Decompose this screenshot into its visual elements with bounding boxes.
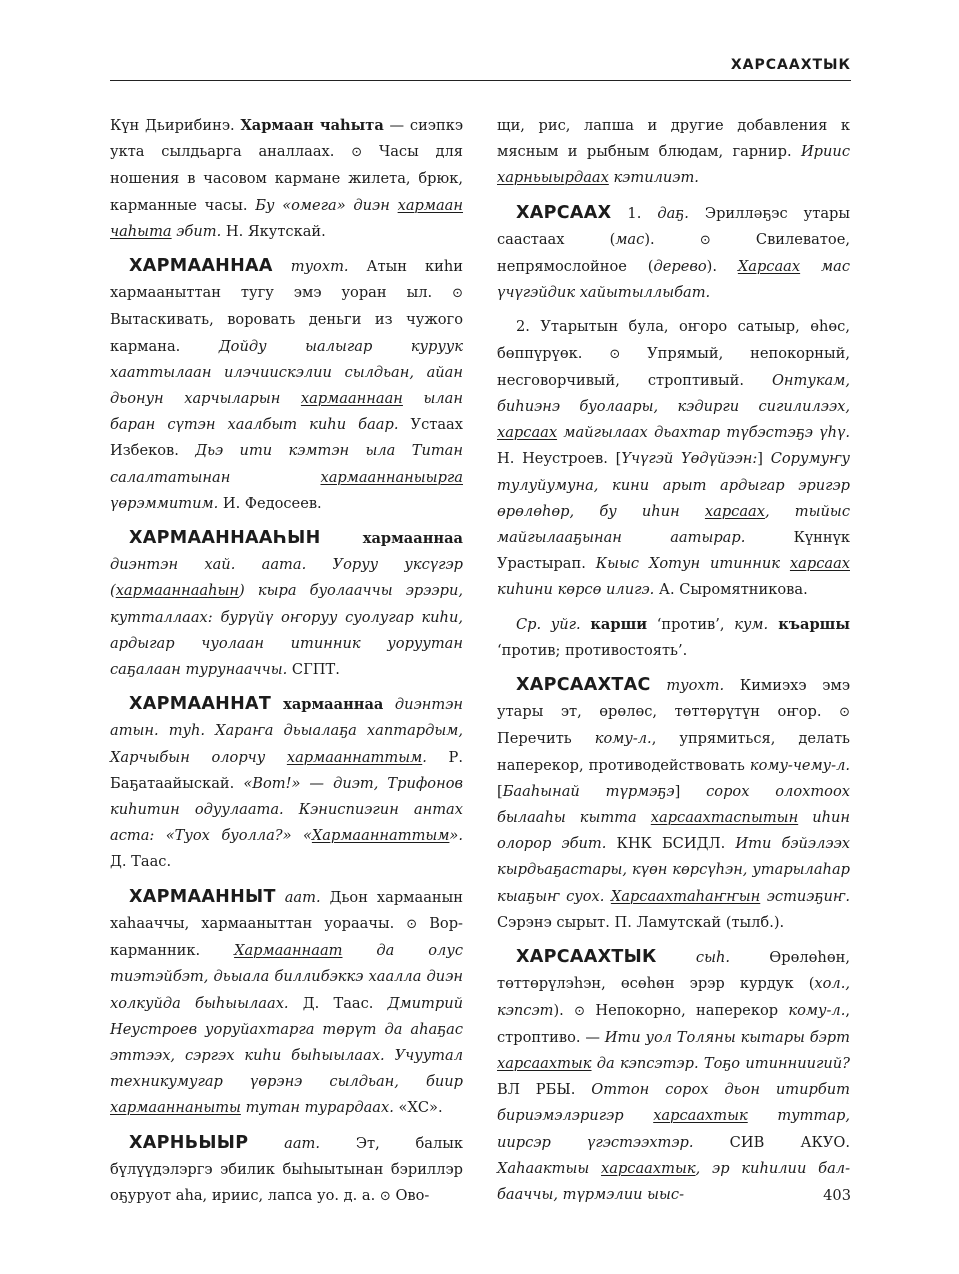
headword: ХАРМААННАТ — [129, 694, 272, 715]
entry-continuation: щи, рис, лапша и другие добавления к мясным и рыбным блюдам, гарнир. Ириис харньыырдаах кэтилиэт. — [497, 117, 850, 187]
headword: ХАРСААХ — [516, 202, 612, 223]
headword: ХАРМААННААҺЫН — [129, 528, 321, 549]
example-marker-icon: ⊙ — [351, 145, 363, 161]
example-marker-icon: ⊙ — [452, 286, 463, 302]
left-column — [110, 113, 463, 1218]
entry-harsaahtas: ХАРСААХТАС туохт. Кимиэхэ эмэ утары эт, өрөлөс, төттөрүтүн оҥор. ⊙ Перечить кому-л., упрямиться, делать наперекор, противодействовать кому-чему-л. [Бааһынай түрмэҕэ] сорох олохтоох былааһы кытта харсаахтаспытын иһин олорор эбит. КНК БСИДЛ. Ити бэйэлээх кырдьаҕастары, күөн көрсүһэн, утарылаһар кыаҕыҥ суох. Харсаахтаһаҥҥын эстиэҕиҥ. Сэрэнэ сырыт. П. Ламутскай (тылб.). — [497, 675, 851, 931]
example-marker-icon: ⊙ — [574, 1003, 586, 1019]
right-column — [497, 113, 850, 1216]
headword: ХАРНЬЫЫР — [129, 1132, 249, 1153]
header-rule — [110, 80, 851, 81]
example-marker-icon: ⊙ — [609, 346, 621, 362]
entry-harsaah-sense-2: 2. Утарытын була, оҥоро сатыыр, өһөс, бөппүрүөк. ⊙ Упрямый, непокорный, несговорчивый, строптивый. Онтукам, биһиэнэ буолаары, кэдирги сигилилээх, харсаах майгылаах дьахтар түбэстэҕэ үһү. Н. Неустроев. [Үчүгэй Үөдүйээн:] Сорумуҥу тулуйумуна, кини арыт ардыгар эригэр өрөлөһөр, бу иһин харсаах, тыйыс майгылааҕынан аатырар. Күннүк Урастырап. Кыыс Хотун итинник харсаах киһини көрсө илигэ. А. Сыромятникова. — [497, 318, 851, 599]
entry-harnyyr: ХАРНЬЫЫР аат. Эт, балык бүлүүдэлэргэ эбилик быһыытынан бэриллэр оҕуруот аһа, ириис, лапса уо. д. а. ⊙ Ово- — [110, 1132, 463, 1204]
running-head: ХАРСААХТЫК — [730, 57, 851, 73]
entry-etymology: Ср. уйг. карши ‘против’, кум. къаршы ‘против; противостоять’. — [497, 615, 850, 659]
example-marker-icon: ⊙ — [699, 232, 711, 248]
entry-continuation: Күн Дьирибинэ. Хармаан чаһыта — сиэпкэ укта сылдьарга аналлаах. ⊙ Часы для ношения в часовом кармане жилета, брюк, карманные часы. Бу «омега» диэн хармаан чаһыта эбит. Н. Якутскай. — [110, 117, 464, 240]
page-number: 403 — [823, 1187, 851, 1204]
headword: ХАРСААХТЫК — [516, 947, 657, 968]
entry-harsaah: ХАРСААХ 1. даҕ. Эрилләҕэс утары саастаах (мас). ⊙ Свилеватое, непрямослойное (дерево). Харсаах мас үчүгэйдик хайытыллыбат. — [497, 202, 850, 302]
headword: ХАРМААННЫТ — [129, 886, 276, 907]
example-marker-icon: ⊙ — [379, 1188, 391, 1204]
entry-harmaannaahyn: ХАРМААННААҺЫН хармааннаа диэнтэн хай. аата. Уоруу уксүгэр (хармааннааһын) кыра буолааччы эрээри, кутталлаах: бурүйү оҥоруу суолугар киһи, ардыгар чуолаан итинник уоруутан саҕалаан турунааччы. СГПТ. — [110, 528, 463, 679]
headword: ХАРСААХТАС — [516, 675, 651, 696]
example-marker-icon: ⊙ — [839, 705, 850, 721]
entry-harmaannat: ХАРМААННАТ хармааннаа диэнтэн атын. туһ. Хараҥа дьыалаҕа хаптардым, Харчыбын олорчу хармааннаттым. Р. Баҕатаайыскай. «Вот!» — диэт, Трифонов киһитин одуулаата. Кэниспиэгин антах аста: «Туох буолла?» «Хармааннаттым». Д. Таас. — [110, 694, 463, 871]
entry-harsaahtyk: ХАРСААХТЫК сыһ. Өрөлөһөн, төттөрүлэһэн, өсөһөн эрэр курдук (хол., кэпсэт). ⊙ Непокорно, наперекор кому-л., строптиво. — Ити уол Толяны кытары бэрт харсаахтык да кэпсэтэр. Тоҕо итинниигий? ВЛ РБЫ. Оттон сорох дьон итирбит бириэмэлэригэр харсаахтык туттар, иирсэр үгэстээхтэр. СИВ АКУО. Хаһаактыы харсаахтык, эр киһилии бал-бааччы, түрмэлии ыыс- — [497, 947, 850, 1203]
entry-harmaannaa: ХАРМААННАА туохт. Атын киһи хармааныттан тугу эмэ уоран ыл. ⊙ Вытаскивать, воровать деньги из чужого кармана. Дойду ыалыгар куруук хааттылаан илэчиискэлии сылдьан, айан дьонун харчыларын хармааннаан ылан баран сүтэн хаалбыт киһи баар. Устаах Избеков. Дьэ ити кэмтэн ыла Титан салалтатынан хармааннаныырга үөрэммитим. И. Федосеев. — [110, 256, 463, 512]
example-marker-icon: ⊙ — [406, 916, 418, 932]
headword: ХАРМААННАА — [129, 256, 273, 277]
entry-harmaannyt: ХАРМААННЫТ аат. Дьон хармаанын хаһааччы, хармааныттан уораачы. ⊙ Вор-карманник. Хармааннаат да олус тиэтэйбэт, дьыала биллибэккэ хаалла диэн холкуйда быһыылаах. Д. Таас. Дмитрий Неустроев уоруйахтарга төрүт да аһаҕас эттээх, сэргэх киһи быһыылаах. Учуутал техникумугар үөрэнэ сылдьан, биир хармааннаныты тутан турардаах. «ХС». — [110, 886, 463, 1117]
